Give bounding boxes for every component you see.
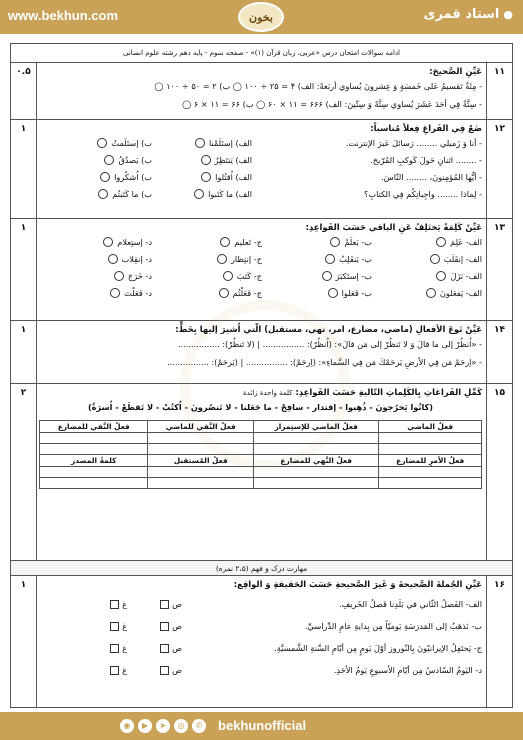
option-b[interactable]: ب) اُشكُروا (52, 172, 152, 182)
choice[interactable]: د- خَرَجَ (42, 271, 152, 281)
checkbox[interactable] (110, 666, 119, 675)
choice[interactable]: د- فَعَلْتَ (42, 288, 152, 298)
question-15 (11, 384, 512, 561)
footer-banner (0, 712, 523, 740)
answer-table: فعلُ الماضي فعلُ الماضي للإستِمرار فعلُ النَّفي للماضي فعلُ النَّفي للمضارع فعلُ الأمرِ للمضارع فعلُ النَّهي للمضارع فعلُ المُستقبل كلمةُ المصدر (39, 420, 482, 489)
statement: د- اليَومُ السّادسُ مِن أيّامِ الأسبوعِ يَومُ الأحَدِ. (333, 665, 482, 675)
choice[interactable]: د- إستِعلام (42, 237, 152, 247)
statement: الف- الفَصلُ الثّاني في بَلَدِنا فَصلُ الخَريفِ. (339, 599, 482, 609)
question-16 (11, 576, 512, 708)
exam-title: ادامه سوالات امتحان درس «عربی، زبان قرآن (۱)» - صفحه سوم - پایه دهم رشته علوم انسانی (11, 44, 512, 63)
social-icons (120, 719, 206, 733)
question-13 (11, 219, 512, 321)
choice[interactable]: ج- تَعليم (152, 237, 262, 247)
false-option[interactable]: غ (72, 599, 127, 609)
question-prompt: كَمِّلِ الفَراغاتِ بِالكَلِماتِ التّاليةِ حَسَبَ القَواعِدِ: كلمة واحدة زائدة (243, 387, 482, 397)
question-prompt: عَيِّنْ كَلِمَةً يَختَلِفُ عَنِ الباقي حَسَبَ القَواعِدِ: (305, 222, 482, 232)
choice[interactable]: د- إنقِلاب (42, 254, 152, 264)
option-a[interactable]: الف) اُقتُلوا (152, 172, 252, 182)
question-prompt: ضَعْ فِي الفَراغِ فِعلاً مُناسباً: (370, 123, 482, 133)
radio-circle[interactable] (201, 155, 211, 165)
instagram-icon[interactable]: ◎ (174, 719, 188, 733)
choice[interactable]: الف- إنقَلَبَ (372, 254, 482, 264)
radio-circle[interactable] (98, 189, 108, 199)
radio-circle[interactable] (201, 172, 211, 182)
checkbox[interactable] (110, 644, 119, 653)
camera-icon[interactable]: ◉ (120, 719, 134, 733)
choice[interactable]: ب- يَنقَلِبُ (262, 254, 372, 264)
section-title: مهارت درک و فهم (۲،۵ نمره) (11, 561, 512, 576)
option-line[interactable]: - مِئَةٌ تَقسيمُ عَلى خَمسَةٍ وَ عِشرونَ يُساوي أربَعةً: الف) ۴ = ۲۵ ÷ ۱۰۰ ◯ ب) ۲ = ۵۰ ÷ ۱۰۰ ◯ (154, 81, 482, 91)
true-option[interactable]: ص (127, 621, 182, 631)
question-score: ۱ (11, 219, 37, 320)
checkbox[interactable] (160, 600, 169, 609)
question-12 (11, 120, 512, 219)
top-banner (0, 0, 523, 34)
question-score: ۲ (11, 384, 37, 560)
question-number: ۱۳ (486, 219, 512, 320)
youtube-icon[interactable]: ▶ (138, 719, 152, 733)
option-b[interactable]: ب) إستَلَمتُ (52, 138, 152, 148)
choice[interactable]: الف- يَفعَلونَ (372, 288, 482, 298)
sentence: - أيُّها المُؤمِنونَ، ........ النّاسَ. (381, 172, 482, 182)
question-prompt: عَيِّنْ نَوعَ الأفعالِ (ماضي، مضارع، امر، نهي، مستقبل) الّتي اُشيرَ إليها بِخَطٍّ: (175, 324, 482, 334)
radio-circle[interactable] (97, 138, 107, 148)
choice[interactable]: ج- كَتَبَ (152, 271, 262, 281)
choice[interactable]: الف- نَزَلَ (372, 271, 482, 281)
checkbox[interactable] (160, 666, 169, 675)
false-option[interactable]: غ (72, 643, 127, 653)
option-line[interactable]: - سِتَّةٌ فِي أحَدَ عَشَرَ يُساوي سِتَّةً وَ سِتّينَ: الف) ۶۶۶ = ۱۱ × ۶۰ ◯ ب) ۶۶ = ۱۱ × ۶ ◯ (182, 99, 482, 109)
false-option[interactable]: غ (72, 621, 127, 631)
question-score: ۱ (11, 120, 37, 218)
footer-handle[interactable]: bekhunofficial (218, 718, 307, 733)
true-option[interactable]: ص (127, 665, 182, 675)
option-b[interactable]: ب) يَصدُقُ (52, 155, 152, 165)
question-number: ۱۱ (486, 63, 512, 119)
word-bank: (كانُوا يَخرُجونَ - ذُهِبوا - إقتدار - سافِحْ - ما جَعَلنا - لا تَنصُرونَ - اُكتُبْ - لا تَقطَعْ - اُسرَةٌ) (87, 402, 434, 412)
question-number: ۱۶ (486, 576, 512, 708)
prompt-note: كلمة واحدة زائدة (243, 389, 293, 397)
exam-page (10, 43, 513, 708)
radio-circle[interactable] (194, 189, 204, 199)
checkbox[interactable] (160, 644, 169, 653)
question-score: ۱ (11, 576, 37, 708)
user-icon: ● (503, 8, 513, 21)
question-number: ۱۴ (486, 321, 512, 383)
choice[interactable]: ب- إستَكبَرَ (262, 271, 372, 281)
answer-line[interactable]: - «اُنظُرْ إلى ما قالَ وَ لا تَنظُرْ إلى مَن قالَ»: (اُنظُرْ): ................ | (لا تَنظُرْ): ................ (178, 339, 482, 349)
question-prompt: عَيِّنِ الجُملةَ الصَّحيحةَ وَ غَيرَ الصَّحيحةِ حَسَبَ الحَقيقةِ وَ الواقِع: (233, 579, 482, 589)
question-prompt: عَيِّنِ الصَّحيحَ: (429, 66, 482, 76)
checkbox[interactable] (110, 622, 119, 631)
site-url[interactable]: www.bekhun.com (8, 8, 119, 23)
true-option[interactable]: ص (127, 643, 182, 653)
option-a[interactable]: الف) ما كَتَبوا (152, 189, 252, 199)
question-14 (11, 321, 512, 384)
radio-circle[interactable] (100, 172, 110, 182)
chat-icon[interactable]: ✆ (192, 719, 206, 733)
statement: ج- يَحتَفِلُ الإيرانيّونَ بِالنّوروز أوّلَ يَومٍ مِن أيّامِ السَّنةِ الشَّمسيَّةِ. (274, 643, 482, 653)
false-option[interactable]: غ (72, 665, 127, 675)
sentence: - أنا وَ زَميلي ........ رَسائلَ عَبرَ الإنترنت. (345, 138, 482, 148)
question-score: ۰.۵ (11, 63, 37, 119)
sentence: - ........ اثنانِ حَولَ كَوكبِ المُرّيخ. (370, 155, 482, 165)
statement: ب- نَذهَبُ إلى المَدرَسَةِ يَوميّاً مِن بِدايةِ عامِ الدِّراسيِّ. (304, 621, 482, 631)
choice[interactable]: ج- إنتِظار (152, 254, 262, 264)
sentence: - لِماذا ........ واجِباتِكُم فِي الكتابِ؟ (364, 189, 482, 199)
option-a[interactable]: الف) يَنتَظِرُ (152, 155, 252, 165)
question-number: ۱۵ (486, 384, 512, 560)
true-option[interactable]: ص (127, 599, 182, 609)
option-b[interactable]: ب) ما كَتَبتُم (52, 189, 152, 199)
question-number: ۱۲ (486, 120, 512, 218)
choice[interactable]: الف- عَلِمَ (372, 237, 482, 247)
checkbox[interactable] (110, 600, 119, 609)
radio-circle[interactable] (104, 155, 114, 165)
answer-line[interactable]: - «اِرحَمْ مَن فِي الأرضِ يَرحَمْكَ مَن فِي السَّماءِ»: (اِرحَمْ): ................ | (يَرحَمْ): ................ (167, 357, 482, 367)
option-a[interactable]: الف) إستَلَمْنا (152, 138, 252, 148)
question-11 (11, 63, 512, 120)
choice[interactable]: ج- فَعَلْتُم (152, 288, 262, 298)
choice[interactable]: ب- فَعَلوا (262, 288, 372, 298)
question-score: ۱ (11, 321, 37, 383)
choice[interactable]: ب- يَعلَمُ (262, 237, 372, 247)
telegram-icon[interactable]: ➤ (156, 719, 170, 733)
checkbox[interactable] (160, 622, 169, 631)
radio-circle[interactable] (195, 138, 205, 148)
logo: بخون (238, 2, 284, 32)
brand-name: ●استاد قمری (423, 7, 513, 22)
